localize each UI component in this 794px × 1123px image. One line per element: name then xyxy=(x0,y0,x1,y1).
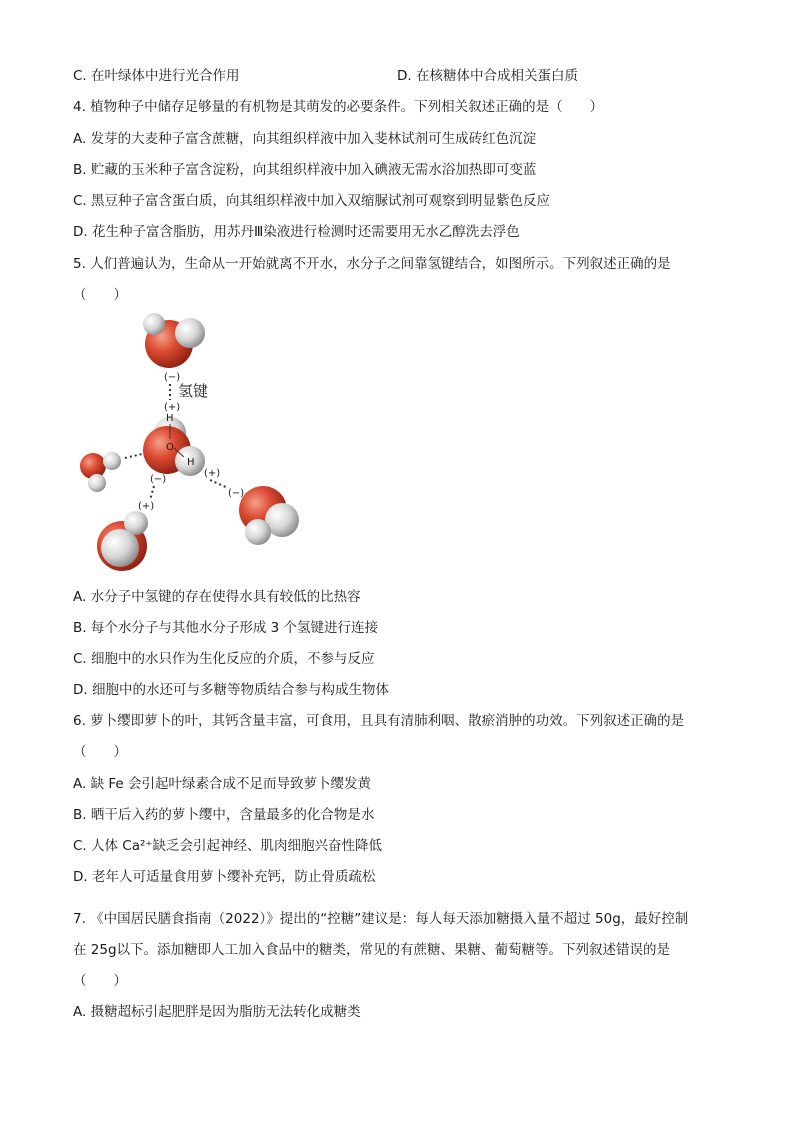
water-hydrogen-bond-figure xyxy=(70,308,310,578)
water-molecule-left xyxy=(80,452,121,492)
q4-option-d: D. 花生种子富含脂肪，用苏丹Ⅲ染液进行检测时还需要用无水乙醇洗去浮色 xyxy=(73,224,520,240)
charge-plus-right: (+) xyxy=(204,468,221,479)
water-molecule-top xyxy=(143,313,205,368)
q4-option-b: B. 贮藏的玉米种子富含淀粉，向其组织样液中加入碘液无需水浴加热即可变蓝 xyxy=(73,162,537,178)
q5-stem-line2: （ ） xyxy=(73,287,127,303)
charge-plus-lower: (+) xyxy=(138,501,155,512)
q7-stem-line3: （ ） xyxy=(73,973,127,989)
q5-stem-line1: 5. 人们普遍认为，生命从一开始就离不开水，水分子之间靠氢键结合，如图所示。下列叙述正确的是 xyxy=(73,256,671,272)
q6-stem-line1: 6. 萝卜缨即萝卜的叶，其钙含量丰富，可食用，且具有清肺利咽、散瘀消肿的功效。下列叙述正确的是 xyxy=(73,713,685,729)
q4-option-a: A. 发芽的大麦种子富含蔗糖，向其组织样液中加入斐林试剂可生成砖红色沉淀 xyxy=(73,131,537,147)
atom-label-h-right: H xyxy=(187,457,195,468)
q7-stem-line1: 7. 《中国居民膳食指南（2022）》提出的“控糖”建议是：每人每天添加糖摄入量不超过 50g，最好控制 xyxy=(73,911,689,927)
q6-option-a: A. 缺 Fe 会引起叶绿素合成不足而导致萝卜缨发黄 xyxy=(73,776,371,792)
atom-label-o: O xyxy=(166,442,174,453)
q4-option-c: C. 黑豆种子富含蛋白质，向其组织样液中加入双缩脲试剂可观察到明显紫色反应 xyxy=(73,193,551,209)
q4-stem: 4. 植物种子中储存足够量的有机物是其萌发的必要条件。下列相关叙述正确的是（ ） xyxy=(73,99,604,115)
q3-option-c: C. 在叶绿体中进行光合作用 xyxy=(73,68,240,84)
charge-minus-right: (−) xyxy=(228,488,245,499)
charge-minus-lower: (−) xyxy=(150,474,167,485)
q5-option-a: A. 水分子中氢键的存在使得水具有较低的比热容 xyxy=(73,589,361,605)
atom-label-h-top: H xyxy=(166,413,174,424)
hydrogen-bond-line-left xyxy=(125,454,142,458)
q7-option-a: A. 摄糖超标引起肥胖是因为脂肪无法转化成糖类 xyxy=(73,1004,361,1020)
water-molecule-right xyxy=(239,486,299,545)
water-molecule-center xyxy=(143,417,205,476)
hydrogen-bond-line-right xyxy=(210,480,228,488)
q6-option-d: D. 老年人可适量食用萝卜缨补充钙，防止骨质疏松 xyxy=(73,869,376,885)
q5-option-d: D. 细胞中的水还可与多糖等物质结合参与构成生物体 xyxy=(73,682,389,698)
charge-minus-top: (−) xyxy=(164,372,181,383)
q3-option-d: D. 在核糖体中合成相关蛋白质 xyxy=(397,68,578,84)
hydrogen-bond-line-lower xyxy=(150,486,154,500)
q7-stem-line2: 在 25g以下。添加糖即人工加入食品中的糖类，常见的有蔗糖、果糖、葡萄糖等。下列叙述错误的是 xyxy=(73,942,671,958)
q6-stem-line2: （ ） xyxy=(73,744,127,760)
water-molecule-lower-left xyxy=(97,511,148,571)
charge-plus-top: (+) xyxy=(164,402,181,413)
q6-option-c: C. 人体 Ca²⁺缺乏会引起神经、肌肉细胞兴奋性降低 xyxy=(73,838,383,854)
q6-option-b: B. 晒干后入药的萝卜缨中，含量最多的化合物是水 xyxy=(73,807,375,823)
q5-option-b: B. 每个水分子与其他水分子形成 3 个氢键进行连接 xyxy=(73,620,379,636)
q5-option-c: C. 细胞中的水只作为生化反应的介质，不参与反应 xyxy=(73,651,375,667)
hydrogen-bond-label: 氢键 xyxy=(178,382,209,400)
